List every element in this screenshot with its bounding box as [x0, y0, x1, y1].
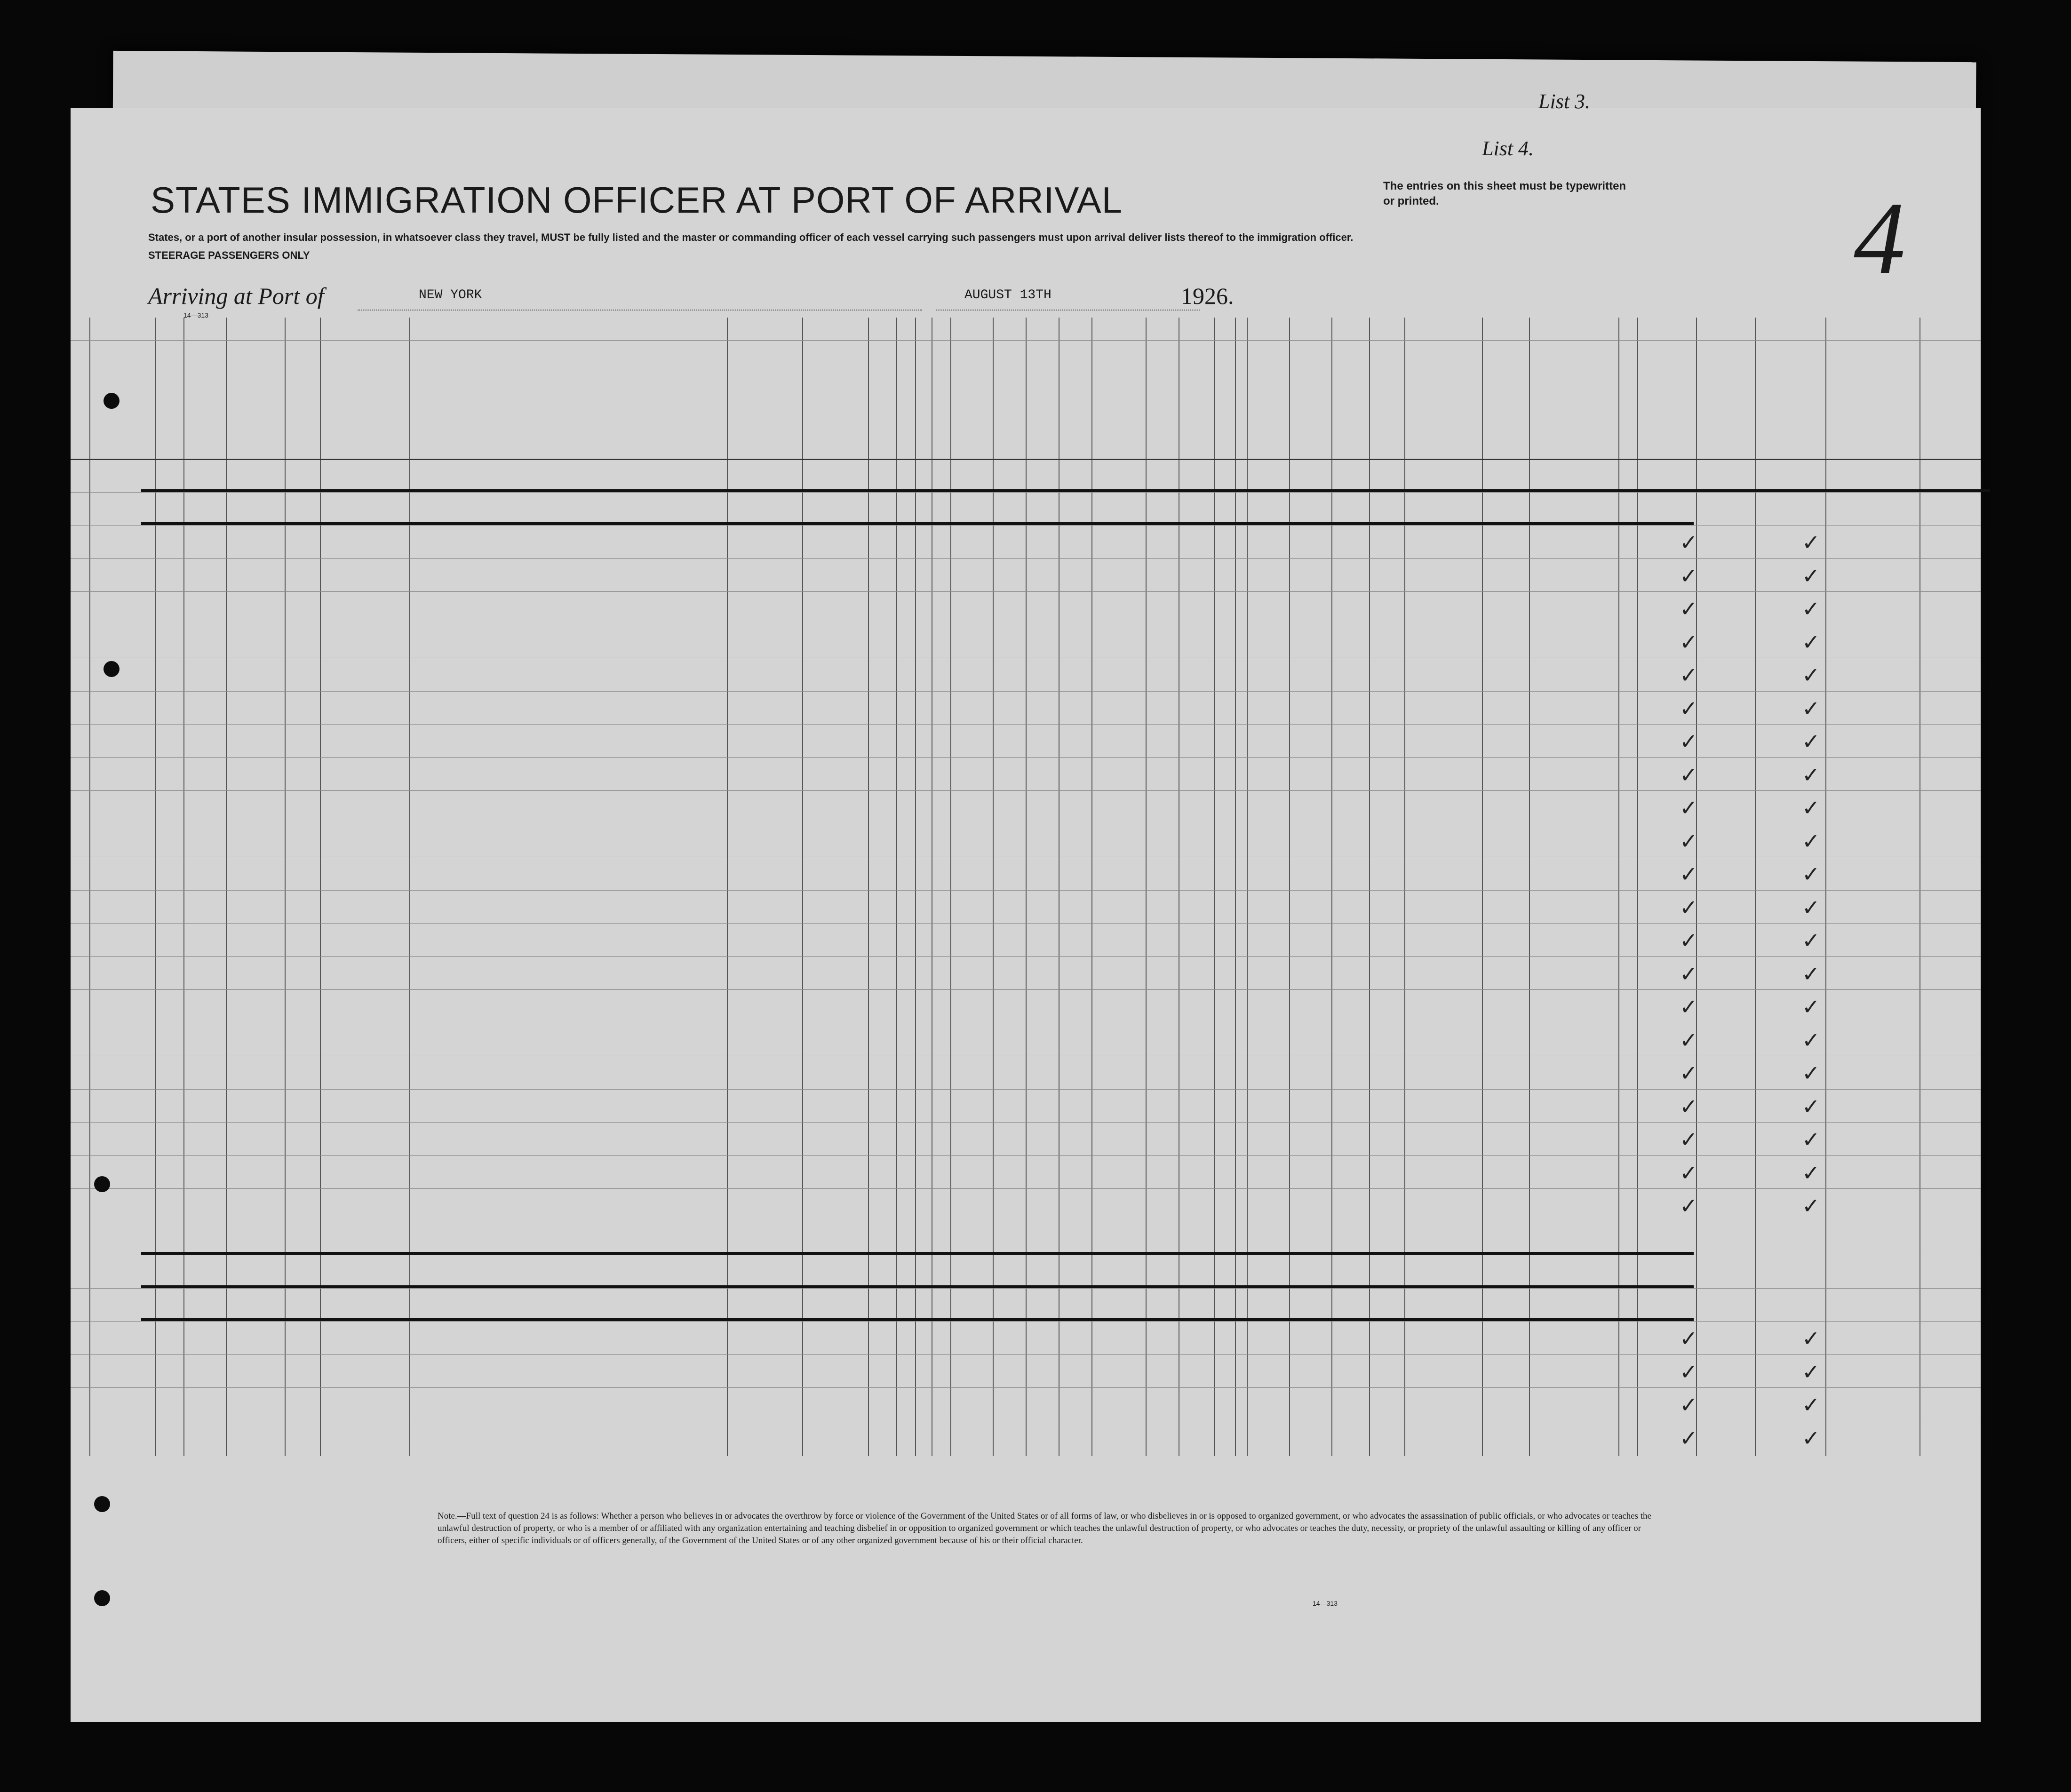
- check-mark: ✓: [1802, 530, 1820, 555]
- punch-hole: [94, 1176, 110, 1192]
- check-mark: ✓: [1680, 530, 1698, 555]
- check-mark: ✓: [1680, 662, 1698, 688]
- check-mark: ✓: [1680, 861, 1698, 887]
- row-rule: [71, 956, 1981, 957]
- row-rule: [71, 1188, 1981, 1189]
- punch-hole: [104, 393, 119, 409]
- strike-through-line: [141, 522, 1694, 525]
- instruction-line: States, or a port of another insular possession, in whatsoever class they travel, MUST be fully listed and the master or commanding officer of each vessel carrying such passengers must upon arrival deliver lists thereof to the immigration officer.: [148, 231, 1354, 243]
- column-divider: [89, 318, 90, 1456]
- arriving-label: Arriving at Port of: [148, 283, 324, 309]
- row-rule: [71, 691, 1981, 692]
- typewritten-notice: The entries on this sheet must be typewritten or printed.: [1383, 180, 1626, 207]
- check-mark: ✓: [1680, 1359, 1698, 1385]
- column-divider: [1755, 318, 1756, 1456]
- check-mark: ✓: [1680, 1425, 1698, 1451]
- check-mark: ✓: [1802, 1392, 1820, 1418]
- check-mark: ✓: [1802, 1093, 1820, 1119]
- check-mark: ✓: [1802, 1193, 1820, 1219]
- strike-through-line: [141, 1285, 1694, 1288]
- handwritten-sheet-number: 4: [1854, 181, 1905, 295]
- row-rule: [71, 591, 1981, 592]
- check-mark: ✓: [1802, 1425, 1820, 1451]
- footer-form-number: 14—313: [1313, 1600, 1338, 1607]
- check-mark: ✓: [1680, 961, 1698, 987]
- check-mark: ✓: [1680, 1326, 1698, 1351]
- row-rule: [71, 1387, 1981, 1388]
- port-value: NEW YORK: [419, 288, 482, 303]
- check-mark: ✓: [1802, 1060, 1820, 1086]
- check-mark: ✓: [1802, 1326, 1820, 1351]
- check-mark: ✓: [1680, 1093, 1698, 1119]
- check-mark: ✓: [1802, 1127, 1820, 1152]
- row-rule: [71, 1321, 1981, 1322]
- check-mark: ✓: [1802, 928, 1820, 953]
- strike-through-line: [141, 1252, 1694, 1255]
- arrival-date: AUGUST 13TH: [964, 288, 1051, 303]
- check-mark: ✓: [1802, 629, 1820, 655]
- check-mark: ✓: [1802, 596, 1820, 621]
- list-number-top: List 3.: [1538, 90, 1591, 113]
- check-mark: ✓: [1680, 1193, 1698, 1219]
- row-rule: [71, 1122, 1981, 1123]
- check-mark: ✓: [1802, 729, 1820, 754]
- list-number: List 4.: [1482, 137, 1534, 160]
- check-mark: ✓: [1802, 894, 1820, 920]
- strike-through-line: [141, 489, 1990, 492]
- check-mark: ✓: [1802, 1359, 1820, 1385]
- row-rule: [71, 790, 1981, 791]
- punch-hole: [94, 1590, 110, 1606]
- check-mark: ✓: [1802, 1160, 1820, 1186]
- check-mark: ✓: [1802, 795, 1820, 820]
- footnote: Note.—Full text of question 24 is as follows: Whether a person who believes in or advocates the overthrow by force or violence of the Government of the United States or of all forms of law, or who disbelieves in or is opposed to organized government, or who advocates the assassination of public officials, or who advocates or teaches the unlawful destruction of property, or who is a member of or affiliated with any organization entertaining and teaching disbelief in or opposition to organized government or which teaches the unlawful destruction of property, or who advocates or teaches the duty, necessity, or propriety of the unlawful assaulting or killing of any officer or officers, either of specific individuals or of officers generally, of the Government of the United States or of any other organized government because of his or their official character.: [438, 1511, 1651, 1545]
- check-mark: ✓: [1802, 994, 1820, 1019]
- check-mark: ✓: [1802, 662, 1820, 688]
- punch-hole: [104, 661, 119, 677]
- arrival-year: 1926.: [1181, 283, 1234, 309]
- check-mark: ✓: [1802, 828, 1820, 854]
- column-divider: [1825, 318, 1826, 1456]
- strike-through-line: [141, 1318, 1694, 1321]
- check-mark: ✓: [1680, 563, 1698, 589]
- check-mark: ✓: [1680, 828, 1698, 854]
- row-rule: [71, 558, 1981, 559]
- row-rule: [71, 492, 1981, 493]
- row-rule: [71, 989, 1981, 990]
- check-mark: ✓: [1802, 1027, 1820, 1053]
- check-mark: ✓: [1680, 729, 1698, 754]
- check-mark: ✓: [1680, 762, 1698, 788]
- row-rule: [71, 525, 1981, 526]
- check-mark: ✓: [1680, 928, 1698, 953]
- check-mark: ✓: [1680, 629, 1698, 655]
- check-mark: ✓: [1680, 1392, 1698, 1418]
- check-mark: ✓: [1802, 762, 1820, 788]
- check-mark: ✓: [1680, 695, 1698, 721]
- check-mark: ✓: [1680, 596, 1698, 621]
- check-mark: ✓: [1680, 1060, 1698, 1086]
- row-rule: [71, 724, 1981, 725]
- row-rule: [71, 1089, 1981, 1090]
- row-rule: [71, 1288, 1981, 1289]
- form-number: 14—313: [183, 311, 208, 319]
- check-mark: ✓: [1680, 1160, 1698, 1186]
- row-rule: [71, 1155, 1981, 1156]
- punch-hole: [94, 1496, 110, 1512]
- row-rule: [71, 1354, 1981, 1355]
- check-mark: ✓: [1802, 961, 1820, 987]
- check-mark: ✓: [1802, 695, 1820, 721]
- port-underline: [358, 310, 922, 311]
- check-mark: ✓: [1680, 1027, 1698, 1053]
- row-rule: [71, 923, 1981, 924]
- column-divider: [1696, 318, 1697, 1456]
- date-underline: [936, 310, 1200, 311]
- page-title: STATES IMMIGRATION OFFICER AT PORT OF ARRIVAL: [151, 179, 1123, 221]
- colnum-rule: [71, 340, 1981, 341]
- check-mark: ✓: [1680, 795, 1698, 820]
- check-mark: ✓: [1680, 994, 1698, 1019]
- manifest-table: [71, 318, 1981, 1456]
- check-mark: ✓: [1802, 563, 1820, 589]
- check-mark: ✓: [1802, 861, 1820, 887]
- check-mark: ✓: [1680, 894, 1698, 920]
- header-bottom-rule: [71, 459, 1981, 460]
- check-mark: ✓: [1680, 1127, 1698, 1152]
- row-rule: [71, 890, 1981, 891]
- row-rule: [71, 757, 1981, 758]
- manifest-sheet: [71, 90, 1981, 1722]
- steerage-label: STEERAGE PASSENGERS ONLY: [148, 249, 310, 261]
